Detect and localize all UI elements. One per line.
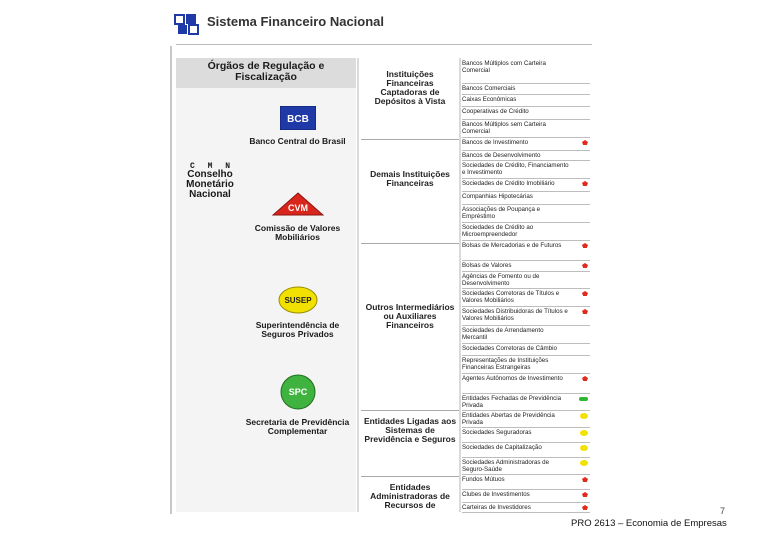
list-item: [462, 273, 590, 289]
list-item-label: Sociedades Distribuidoras de Títulos e Valores Mobiliários: [462, 308, 568, 322]
list-item: [462, 152, 590, 161]
list-item: [462, 476, 590, 490]
group-outros: Outros Intermediários ou Auxiliares Financeiros: [365, 302, 455, 330]
cvm-label: Comissão de Valores Mobiliários: [254, 223, 341, 242]
spc-label: Secretaria de Previdência Complementar: [245, 417, 350, 436]
list-item: [462, 193, 590, 205]
list-item: [462, 345, 590, 356]
bcb-badge-text: BCB: [287, 114, 309, 125]
yellow-marker-icon: [580, 445, 588, 451]
group-demais: Demais Instituições Financeiras: [370, 169, 450, 188]
page-title: Sistema Financeiro Nacional: [207, 14, 385, 29]
list-item-label: Bancos Comerciais: [462, 85, 516, 92]
list-item-label: Sociedades de Arrendamento Mercantil: [462, 327, 544, 341]
group-divider: [361, 243, 459, 244]
list-item-label: Sociedades Administradoras de Seguro-Saúde: [462, 459, 550, 473]
cvm-badge: [272, 192, 324, 216]
list-item-label: Entidades Abertas de Previdência Privada: [462, 412, 555, 426]
red-marker-icon: [582, 263, 588, 268]
list-item: [462, 357, 590, 374]
list-item-label: Bancos Múltiplos sem Carteira Comercial: [462, 121, 546, 135]
yellow-marker-icon: [580, 460, 588, 466]
list-item-label: Sociedades Corretoras de Câmbio: [462, 345, 557, 352]
list-item-label: Sociedades de Crédito, Financiamento e Investimento: [462, 162, 569, 176]
column-divider: [459, 58, 461, 512]
list-item-label: Representações de Instituições Financeiras Estrangeiras: [462, 357, 549, 371]
susep-badge-text: SUSEP: [284, 296, 312, 305]
group-divider: [361, 410, 459, 411]
list-item: [462, 308, 590, 326]
yellow-marker-icon: [580, 413, 588, 419]
list-item: [462, 327, 590, 344]
cmn-label: Conselho Monetário Nacional: [186, 169, 234, 200]
list-item-label: Sociedades Corretoras de Títulos e Valores Mobiliários: [462, 290, 560, 304]
sfn-logo-icon: [174, 12, 200, 36]
list-item: [462, 395, 590, 411]
list-item: [462, 60, 590, 84]
red-marker-icon: [582, 291, 588, 296]
red-marker-icon: [582, 140, 588, 145]
list-item-label: Sociedades de Crédito Imobiliário: [462, 180, 555, 187]
list-item-label: Clubes de Investimentos: [462, 491, 530, 498]
red-marker-icon: [582, 492, 588, 497]
list-item: [462, 429, 590, 443]
red-marker-icon: [582, 505, 588, 510]
red-marker-icon: [582, 243, 588, 248]
list-item-label: Carteiras de Investidores: [462, 504, 531, 511]
left-panel: [176, 88, 356, 512]
list-item: [462, 242, 590, 261]
red-marker-icon: [582, 181, 588, 186]
list-item-label: Bancos de Investimento: [462, 139, 529, 146]
red-marker-icon: [582, 376, 588, 381]
group-divider: [361, 139, 459, 140]
green-marker-icon: [579, 397, 588, 401]
list-item: [462, 290, 590, 307]
list-item: [462, 412, 590, 428]
list-item-label: Caixas Econômicas: [462, 96, 517, 103]
footer-text: PRO 2613 – Economia de Empresas: [571, 518, 727, 529]
list-item: [462, 139, 590, 151]
left-column-title: Órgãos de Regulação e Fiscalização: [207, 60, 325, 83]
group-captadoras: Instituições Financeiras Captadoras de Depósitos à Vista: [374, 69, 446, 106]
list-item: [462, 491, 590, 503]
spc-badge: [280, 374, 316, 410]
header-divider: [176, 44, 592, 45]
red-marker-icon: [582, 477, 588, 482]
list-item: [462, 262, 590, 272]
list-item-label: Sociedades Seguradoras: [462, 429, 532, 436]
list-item: [462, 121, 590, 138]
list-item: [462, 206, 590, 223]
list-item-label: Agentes Autônomos de Investimento: [462, 375, 563, 382]
list-item-label: Bolsas de Valores: [462, 262, 512, 269]
spc-badge-text: SPC: [288, 387, 308, 397]
list-item: [462, 108, 590, 120]
yellow-marker-icon: [580, 430, 588, 436]
page-number: 7: [720, 506, 726, 516]
list-item-label: Fundos Mútuos: [462, 476, 505, 483]
list-item: [462, 224, 590, 241]
red-marker-icon: [582, 309, 588, 314]
list-item-label: Sociedades de Crédito ao Microempreendedor: [462, 224, 534, 238]
list-item: [462, 504, 590, 513]
list-item-label: Bancos de Desenvolvimento: [462, 152, 541, 159]
list-item: [462, 444, 590, 458]
cmn-code: C M N: [190, 162, 235, 171]
bcb-badge: [280, 106, 316, 130]
list-item: [462, 375, 590, 394]
list-item-label: Associações de Poupança e Empréstimo: [462, 206, 541, 220]
column-divider: [357, 58, 359, 512]
list-item-label: Entidades Fechadas de Previdência Privada: [462, 395, 562, 409]
list-item: [462, 96, 590, 107]
group-previdencia: Entidades Ligadas aos Sistemas de Previdência e Seguros: [363, 416, 457, 444]
list-item-label: Cooperativas de Crédito: [462, 108, 529, 115]
list-item-label: Bancos Múltiplos com Carteira Comercial: [462, 60, 546, 74]
list-item: [462, 85, 590, 95]
cvm-badge-text: CVM: [288, 203, 308, 213]
group-divider: [361, 476, 459, 477]
list-item-label: Sociedades de Capitalização: [462, 444, 542, 451]
susep-label: Superintendência de Seguros Privados: [255, 320, 340, 339]
list-item-label: Companhias Hipotecárias: [462, 193, 533, 200]
list-item: [462, 162, 590, 179]
list-item-label: Bolsas de Mercadorias e de Futuros: [462, 242, 562, 249]
susep-badge: [278, 286, 318, 314]
list-item-label: Agências de Fomento ou de Desenvolvimento: [462, 273, 540, 287]
group-administradoras: Entidades Administradoras de Recursos de: [370, 482, 450, 510]
bcb-label: Banco Central do Brasil: [249, 136, 346, 146]
list-item: [462, 180, 590, 192]
list-item: [462, 459, 590, 475]
